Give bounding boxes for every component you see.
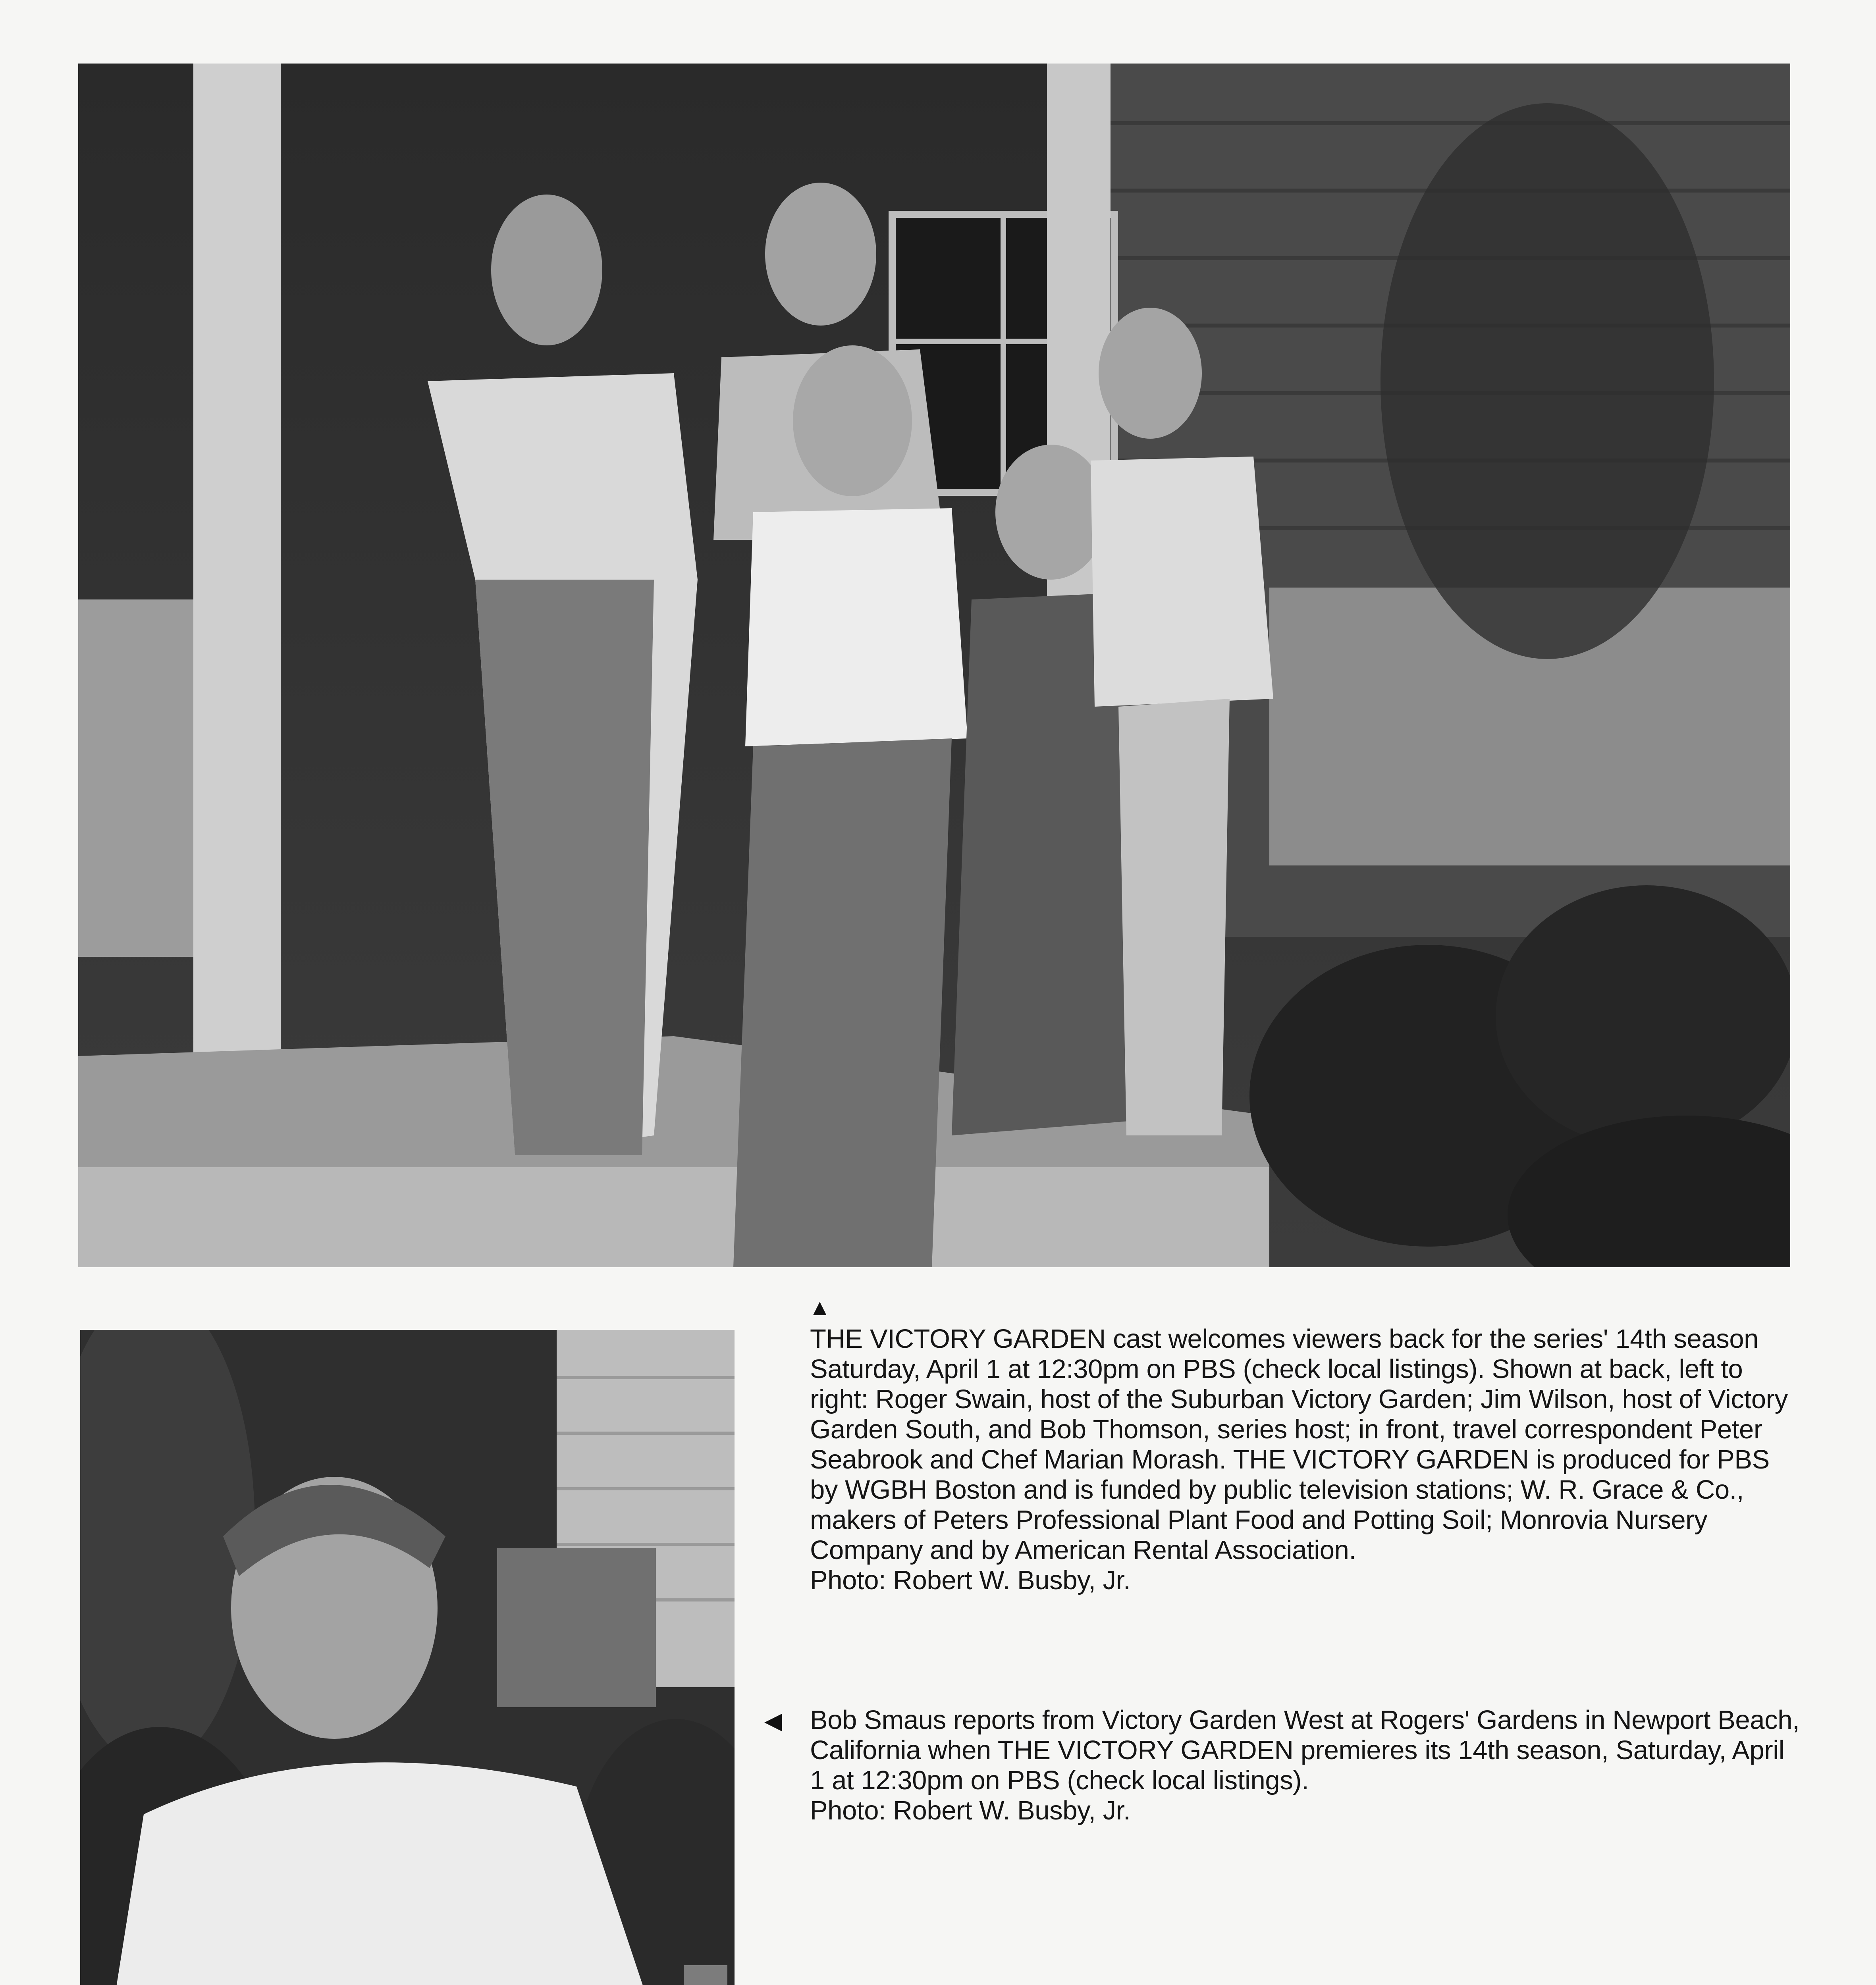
bottom-photo-caption [810,1705,1803,1826]
cast-porch-photo [78,64,1790,1267]
top-photo-caption [810,1324,1803,1596]
top-caption-text: THE VICTORY GARDEN cast welcomes viewers back for the series' 14th season Saturday, April 1 at 12:30pm on PBS (check local listings). Shown at back, left to right: Roger Swain, host of the Suburban Victory Garden; Jim Wilson, host of Victory Garden South, and Bob Thomson, series host; in front, travel correspondent Peter Seabrook and Chef Marian Morash. THE VICTORY GARDEN is produced for PBS by WGBH Boston and is funded by public television stations; W. R. Grace & Co., makers of Peters Professional Plant Food and Potting Soil; Monrovia Nursery Company and by American Rental Association. [810,1324,1788,1565]
bottom-photo-credit: Photo: Robert W. Busby, Jr. [810,1796,1131,1825]
up-pointer-icon: ▲ [808,1295,831,1320]
top-photo-credit: Photo: Robert W. Busby, Jr. [810,1565,1131,1595]
left-pointer-icon: ◀ [764,1708,782,1734]
bottom-caption-text: Bob Smaus reports from Victory Garden West at Rogers' Gardens in Newport Beach, California when THE VICTORY GARDEN premieres its 14th season, Saturday, April 1 at 12:30pm on PBS (check local listings). [810,1705,1800,1795]
portrait-photo [80,1330,735,1985]
